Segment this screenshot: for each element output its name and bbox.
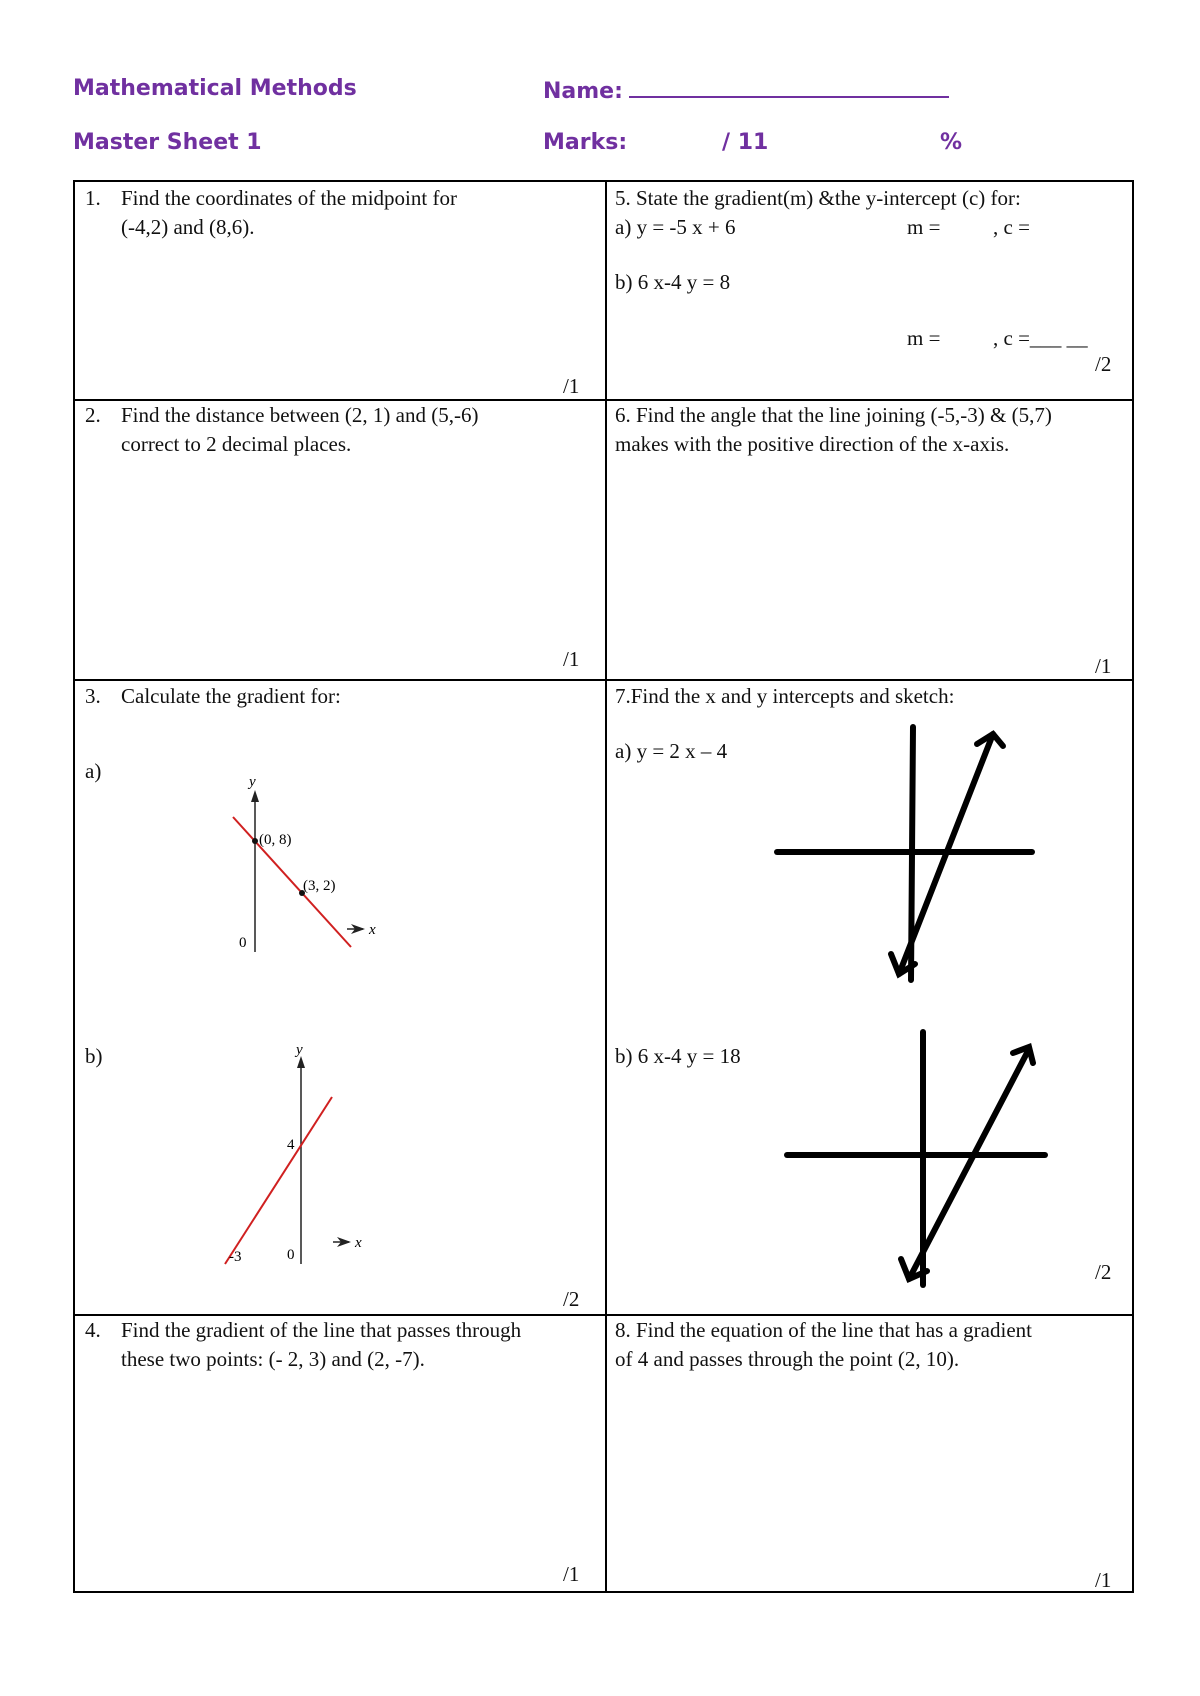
graph-b-origin: 0 bbox=[287, 1247, 295, 1263]
sketch-b-line bbox=[909, 1049, 1029, 1279]
sheet-title: Master Sheet 1 bbox=[73, 130, 262, 155]
q3-graph-b bbox=[145, 1042, 385, 1282]
q1-mark: /1 bbox=[563, 374, 580, 398]
q4-number: 4. bbox=[85, 1318, 101, 1342]
q4-line1: Find the gradient of the line that passes through bbox=[121, 1318, 522, 1342]
q5-b-equation: b) 6 x-4 y = 8 bbox=[615, 270, 731, 294]
q1-line2: (-4,2) and (8,6). bbox=[121, 215, 255, 239]
marks-total: / 11 bbox=[722, 130, 769, 155]
q3-number: 3. bbox=[85, 684, 101, 708]
marks-label: Marks: bbox=[543, 130, 628, 155]
q5-b-c: , c =___ __ bbox=[993, 326, 1088, 350]
q8-mark: /1 bbox=[1095, 1568, 1112, 1592]
graph-a-x-label: x bbox=[369, 922, 376, 938]
subject-title: Mathematical Methods bbox=[73, 76, 357, 101]
graph-a-point-1 bbox=[252, 838, 258, 844]
column-divider bbox=[605, 182, 607, 1591]
graph-b-x-label: x bbox=[355, 1235, 362, 1251]
question-grid bbox=[73, 180, 1134, 1593]
q5-a-m: m = bbox=[907, 215, 941, 239]
q7-mark: /2 bbox=[1095, 1260, 1112, 1284]
q8-line1: 8. Find the equation of the line that has a gradient bbox=[615, 1318, 1032, 1342]
q6-mark: /1 bbox=[1095, 654, 1112, 678]
q3-graph-a bbox=[145, 762, 385, 982]
row-divider-2 bbox=[75, 679, 1132, 681]
name-blank[interactable] bbox=[629, 76, 949, 98]
q2-line2: correct to 2 decimal places. bbox=[121, 432, 352, 456]
graph-a-y-label: y bbox=[249, 774, 256, 790]
q2-mark: /1 bbox=[563, 647, 580, 671]
q7-a-equation: a) y = 2 x – 4 bbox=[615, 739, 728, 763]
q7-b-equation: b) 6 x-4 y = 18 bbox=[615, 1044, 741, 1068]
q3-prompt: Calculate the gradient for: bbox=[121, 684, 341, 708]
graph-b-line bbox=[225, 1097, 332, 1264]
name-field[interactable] bbox=[543, 76, 949, 104]
q6-line2: makes with the positive direction of the x-axis. bbox=[615, 432, 1010, 456]
q4-line2: these two points: (- 2, 3) and (2, -7). bbox=[121, 1347, 425, 1371]
graph-b-x-intercept: -3 bbox=[229, 1249, 242, 1265]
q2-number: 2. bbox=[85, 403, 101, 427]
q4-mark: /1 bbox=[563, 1562, 580, 1586]
q3-mark: /2 bbox=[563, 1287, 580, 1311]
q3-part-a: a) bbox=[85, 759, 102, 783]
q5-line1: 5. State the gradient(m) &the y-intercept (c) for: bbox=[615, 186, 1021, 210]
q6-line1: 6. Find the angle that the line joining (-5,-3) & (5,7) bbox=[615, 403, 1052, 427]
graph-a-x-arrow bbox=[347, 924, 365, 934]
graph-a-origin: 0 bbox=[239, 935, 247, 951]
q7-sketch-a bbox=[765, 722, 1065, 992]
graph-b-x-arrow bbox=[333, 1237, 351, 1247]
graph-a-point-1-label: (0, 8) bbox=[259, 832, 292, 848]
name-label: Name: bbox=[543, 79, 623, 104]
graph-b-y-label: y bbox=[296, 1042, 303, 1058]
q2-line1: Find the distance between (2, 1) and (5,-6) bbox=[121, 403, 479, 427]
q1-line1: Find the coordinates of the midpoint for bbox=[121, 186, 457, 210]
q5-a-c: , c = bbox=[993, 215, 1030, 239]
q7-sketch-b bbox=[775, 1027, 1075, 1297]
q5-mark: /2 bbox=[1095, 352, 1112, 376]
q8-line2: of 4 and passes through the point (2, 10). bbox=[615, 1347, 960, 1371]
graph-b-y-intercept: 4 bbox=[287, 1137, 295, 1153]
graph-a-y-arrow bbox=[251, 790, 259, 802]
q1-number: 1. bbox=[85, 186, 101, 210]
q5-b-m: m = bbox=[907, 326, 941, 350]
q5-a-equation: a) y = -5 x + 6 bbox=[615, 215, 736, 239]
q3-part-b: b) bbox=[85, 1044, 103, 1068]
graph-a-point-2-label: (3, 2) bbox=[303, 878, 336, 894]
q7-line1: 7.Find the x and y intercepts and sketch: bbox=[615, 684, 955, 708]
percent-sign: % bbox=[940, 130, 963, 155]
